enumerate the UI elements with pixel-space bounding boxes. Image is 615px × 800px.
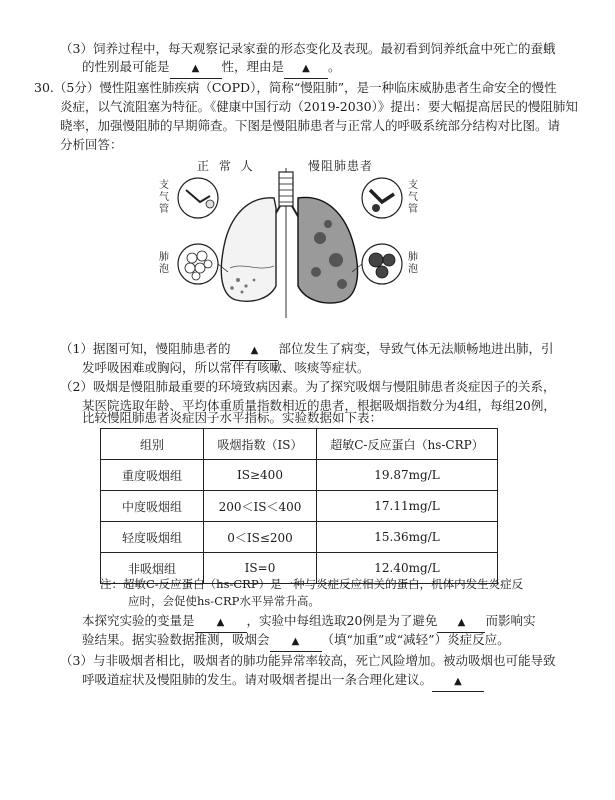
answer-blank[interactable]: ▲	[437, 614, 485, 633]
answer-blank[interactable]: ▲	[170, 60, 222, 79]
answer-blank[interactable]: ▲	[230, 342, 278, 361]
sub2-intro-line: 某医院选取年龄、平均体重质量指数相近的患者，根据吸烟指数分为4组，每组20例，	[82, 398, 556, 413]
q30-intro-line: 分析回答：	[60, 137, 123, 152]
sub2-text-c: 而影响实	[485, 613, 536, 628]
sub2-intro-line: （2）吸烟是慢阻肺最重要的环境致病因素。为了探究吸烟与慢阻肺患者炎症因子的关系，	[60, 379, 556, 394]
table-cell: 19.87mg/L	[317, 460, 498, 491]
sub2-text-a: 本探究实验的变量是	[82, 613, 195, 628]
prev-q-text-a: 的性别最可能是	[82, 59, 170, 74]
table-cell: 15.36mg/L	[317, 522, 498, 553]
table-cell: IS≥400	[204, 460, 317, 491]
sub3-text-b: 呼吸道症状及慢阻肺的发生。请对吸烟者提出一条合理化建议。	[82, 672, 433, 687]
table-cell: 中度吸烟组	[101, 491, 204, 522]
table-cell: 0＜IS≤200	[204, 522, 317, 553]
sub2-question-line1	[82, 612, 535, 633]
sub1-line2: 发呼吸困难或胸闷，所以常伴有咳嗽、咳痰等症状。	[82, 360, 370, 375]
sub2-question-line2	[82, 631, 510, 652]
prev-question-line1: （3）饲养过程中，每天观察记录家蚕的形态变化及表现。最初看到饲养纸盒中死亡的蚕蛾	[60, 41, 556, 56]
table-header: 组别	[101, 429, 204, 460]
table-header: 超敏C-反应蛋白（hs-CRP）	[317, 429, 498, 460]
table-header-row	[101, 429, 498, 460]
sub1-text-b: 部位发生了病变，导致气体无法顺畅地进出肺，引	[278, 341, 554, 356]
table-cell: 17.11mg/L	[317, 491, 498, 522]
answer-blank[interactable]: ▲	[195, 614, 247, 633]
q30-intro-line: 炎症，以气流阻塞为特征。《健康中国行动（2019-2030）》提出：要大幅提高居民的慢阻肺知	[60, 99, 578, 114]
table-row	[101, 522, 498, 553]
prev-q-text-c: 。	[328, 59, 341, 74]
sub1-line1	[60, 340, 553, 361]
table-cell: 12.40mg/L	[317, 553, 498, 584]
q30-intro-line: 晓率，加强慢阻肺的早期筛查。下图是慢阻肺患者与正常人的呼吸系统部分结构对比图。请	[60, 118, 561, 133]
label-alveolus-left: 肺泡	[159, 252, 169, 275]
answer-blank[interactable]: ▲	[432, 673, 484, 692]
sub2-intro-line: 比较慢阻肺患者炎症因子水平指标。实验数据如下表：	[82, 410, 383, 425]
table-cell: 非吸烟组	[101, 553, 204, 584]
sub2-text-b: ，实验中每组选取20例是为了避免	[246, 613, 438, 628]
label-alveolus-right: 肺泡	[408, 252, 418, 275]
prev-q-text-b: 性，理由是	[221, 59, 285, 74]
sub2-text-d: 验结果。据实验数据推测，吸烟会	[82, 632, 270, 647]
smoking-data-table	[100, 428, 498, 584]
sub2-text-e: （填“加重”或“减轻”）炎症反应。	[321, 632, 510, 647]
lung-comparison-figure	[170, 168, 410, 318]
answer-blank[interactable]: ▲	[284, 60, 328, 79]
q30-intro-line: 30.（5分）慢性阻塞性肺疾病（COPD），简称“慢阻肺”，是一种临床威胁患者生命安全的慢性	[34, 80, 557, 95]
sub3-line1: （3）与非吸烟者相比，吸烟者的肺功能异常率较高，死亡风险增加。被动吸烟也可能导致	[60, 653, 556, 668]
prev-question-line2	[82, 58, 341, 79]
table-cell: 200＜IS＜400	[204, 491, 317, 522]
table-row	[101, 460, 498, 491]
table-cell: 重度吸烟组	[101, 460, 204, 491]
table-note-line: 注：超敏C-反应蛋白（hs-CRP）是一种与炎症反应相关的蛋白，机体内发生炎症反	[100, 577, 524, 591]
answer-blank[interactable]: ▲	[270, 633, 322, 652]
figure-title-copd: 慢阻肺患者	[308, 159, 374, 173]
table-cell: IS=0	[204, 553, 317, 584]
figure-title-normal: 正 常 人	[197, 159, 256, 173]
table-row	[101, 491, 498, 522]
sub3-line2	[82, 671, 484, 692]
table-cell: 轻度吸烟组	[101, 522, 204, 553]
sub1-text-a: （1）据图可知，慢阻肺患者的	[60, 341, 231, 356]
table-note-line: 应时，会促使hs-CRP水平异常升高。	[128, 594, 320, 608]
table-header: 吸烟指数（IS）	[204, 429, 317, 460]
label-bronchus-right: 支气管	[408, 180, 418, 215]
label-bronchus-left: 支气管	[159, 180, 169, 215]
